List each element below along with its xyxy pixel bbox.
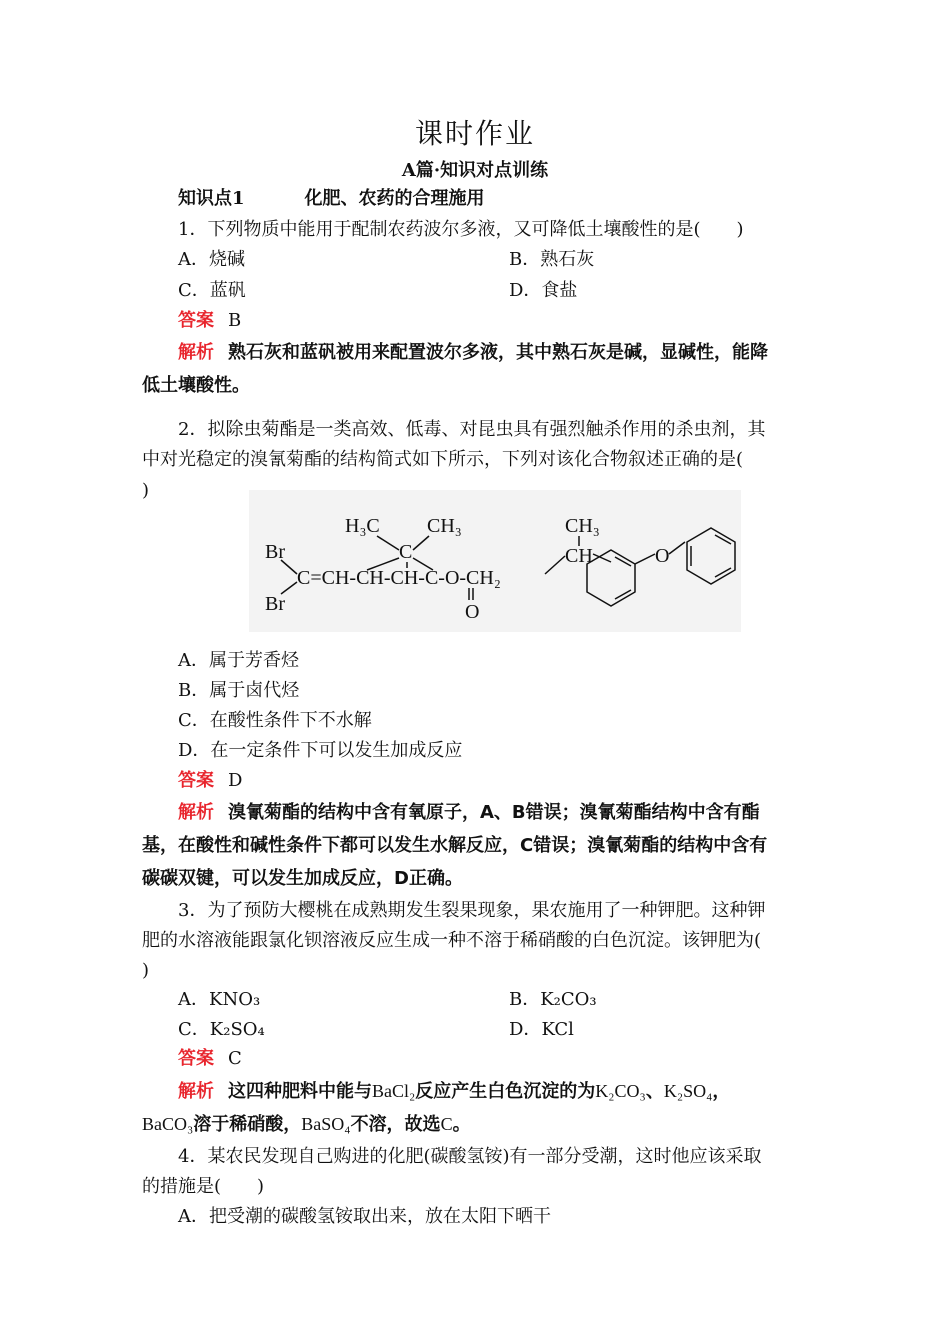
q3-option-d <box>509 1015 574 1045</box>
q1-option-a: A．烧碱 <box>178 249 245 270</box>
answer-value: C <box>228 1048 242 1069</box>
carbonyl-o-label: O <box>465 601 480 623</box>
q2-analysis-line-1 <box>178 798 846 828</box>
br-top-label: Br <box>265 541 285 563</box>
br-bottom-label: Br <box>265 593 285 615</box>
option-text: KNO₃ <box>209 989 261 1010</box>
option-text: KCl <box>541 1019 574 1040</box>
ether-o-label: O <box>655 545 670 567</box>
baso4-formula: BaSO₄ <box>301 1114 351 1134</box>
analysis-text: 这四种肥料中能与 <box>228 1081 372 1102</box>
q3-option-c <box>178 1015 265 1045</box>
page-title: 课时作业 <box>414 117 535 150</box>
answer-value: D <box>228 770 243 791</box>
option-text: K₂CO₃ <box>540 989 597 1010</box>
choice-letter: C <box>440 1114 453 1134</box>
q1-option-d: D．食盐 <box>509 280 578 301</box>
q3-analysis-line-2 <box>142 1109 810 1140</box>
main-chain-label: C=CH-CH-CH-C-O-CH₂ <box>297 567 501 589</box>
answer-value: B <box>228 310 242 331</box>
central-c-label: C <box>399 541 413 563</box>
q3-answer <box>178 1044 846 1074</box>
analysis-text: 溶于稀硝酸， <box>193 1114 302 1135</box>
analysis-tag: 解析 <box>178 342 214 363</box>
ch3-label: CH₃ <box>427 515 462 537</box>
q3-option-b <box>509 985 597 1015</box>
q2-answer <box>178 766 846 796</box>
q1-analysis-line-1 <box>178 338 846 368</box>
option-prefix: D． <box>509 1019 542 1040</box>
q4-stem-line-2: 的措施是( ) <box>142 1176 265 1197</box>
q3-analysis-line-1 <box>178 1076 846 1107</box>
q2-option-d: D．在一定条件下可以发生加成反应 <box>178 740 463 761</box>
section-subtitle: A篇·知识对点训练 <box>401 160 549 181</box>
knowledge-point-topic: 化肥、农药的合理施用 <box>304 188 485 209</box>
analysis-text: 熟石灰和蓝矾被用来配置波尔多液，其中熟石灰是碱，显碱性，能降 <box>228 342 768 363</box>
q1-option-c: C．蓝矾 <box>178 280 246 301</box>
separator: 、 <box>645 1081 664 1102</box>
baco3-formula: BaCO₃ <box>142 1114 194 1134</box>
q4-option-a: A．把受潮的碳酸氢铵取出来，放在太阳下晒干 <box>178 1206 551 1227</box>
q2-option-b: B．属于卤代烃 <box>178 680 300 701</box>
analysis-tag: 解析 <box>178 1081 214 1102</box>
q1-answer <box>178 306 846 336</box>
q4-stem-line-1: 4．某农民发现自己购进的化肥(碳酸氢铵)有一部分受潮，这时他应该采取 <box>178 1146 762 1167</box>
analysis-text: 不溶，故选 <box>350 1114 441 1135</box>
q3-stem-line-3: ) <box>142 960 150 981</box>
structural-formula-figure <box>249 490 741 632</box>
h3c-label: H₃C <box>345 515 380 537</box>
answer-tag: 答案 <box>178 1048 214 1069</box>
structural-formula-svg <box>249 490 741 632</box>
bacl2-formula: BaCl₂ <box>372 1081 416 1101</box>
answer-tag: 答案 <box>178 310 214 331</box>
separator: ， <box>712 1081 731 1102</box>
ch-label: CH <box>565 545 593 567</box>
q1-analysis-line-2: 低土壤酸性。 <box>142 375 250 396</box>
q2-option-a: A．属于芳香烃 <box>178 650 299 671</box>
side-ch3-label: CH₃ <box>565 515 600 537</box>
q3-stem-line-2: 肥的水溶液能跟氯化钡溶液反应生成一种不溶于稀硝酸的白色沉淀。该钾肥为( <box>142 930 762 951</box>
q2-stem-line-1: 2．拟除虫菊酯是一类高效、低毒、对昆虫具有强烈触杀作用的杀虫剂，其 <box>178 419 766 440</box>
q2-stem-line-3: ) <box>142 480 150 501</box>
analysis-text: 溴氰菊酯的结构中含有氧原子，A、B错误；溴氰菊酯结构中含有酯 <box>228 802 760 823</box>
q2-stem-line-2: 中对光稳定的溴氰菊酯的结构简式如下所示，下列对该化合物叙述正确的是( <box>142 449 744 470</box>
option-text: K₂SO₄ <box>209 1019 265 1040</box>
k2co3-formula: K₂CO₃ <box>595 1081 646 1101</box>
q1-stem: 1．下列物质中能用于配制农药波尔多液，又可降低土壤酸性的是( ) <box>178 219 744 240</box>
option-prefix: B． <box>509 989 541 1010</box>
analysis-text: 反应产生白色沉淀的为 <box>415 1081 596 1102</box>
answer-tag: 答案 <box>178 770 214 791</box>
q2-analysis-line-2: 基，在酸性和碱性条件下都可以发生水解反应，C错误；溴氰菊酯的结构中含有 <box>142 835 768 856</box>
q1-option-b: B．熟石灰 <box>509 249 595 270</box>
q3-stem-line-1: 3．为了预防大樱桃在成熟期发生裂果现象，果农施用了一种钾肥。这种钾 <box>178 900 766 921</box>
analysis-tag: 解析 <box>178 802 214 823</box>
q3-option-a <box>178 985 260 1015</box>
period: 。 <box>452 1114 471 1135</box>
knowledge-point-heading <box>178 184 846 214</box>
q2-analysis-line-3: 碳碳双键，可以发生加成反应，D正确。 <box>142 868 463 889</box>
q2-option-c: C．在酸性条件下不水解 <box>178 710 372 731</box>
k2so4-formula: K₂SO₄ <box>663 1081 713 1101</box>
option-prefix: C． <box>178 1019 210 1040</box>
knowledge-point-label: 知识点1 <box>178 188 245 209</box>
option-prefix: A． <box>178 989 209 1010</box>
